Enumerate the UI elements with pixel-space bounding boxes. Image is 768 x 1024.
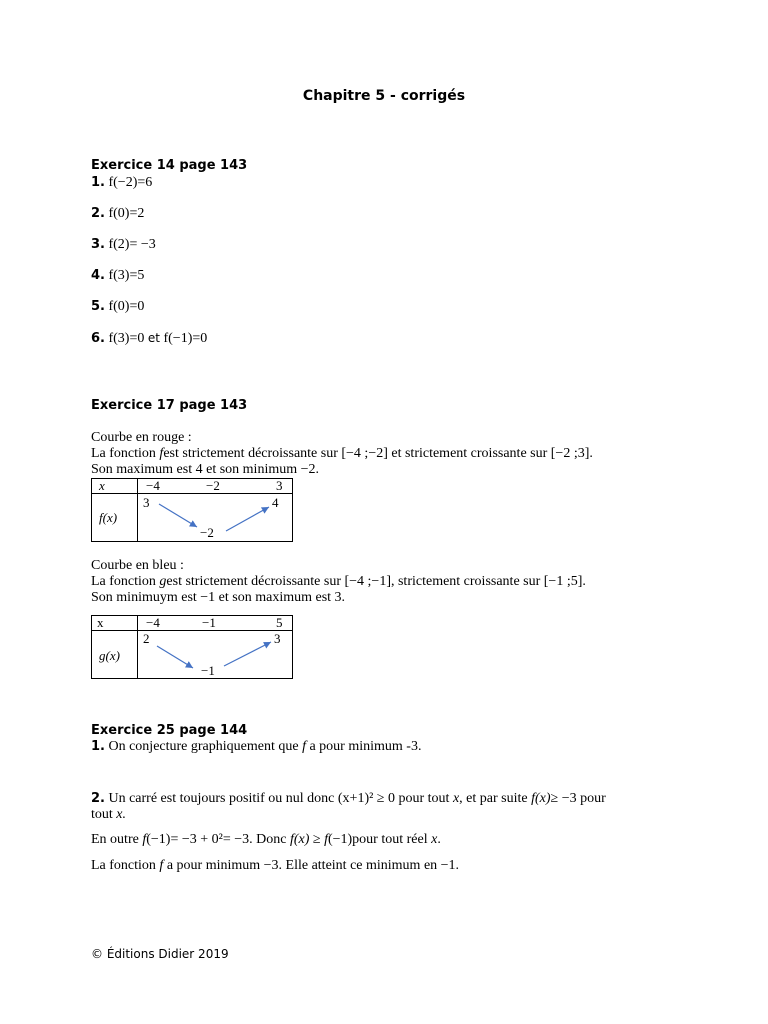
arrow-decreasing-icon <box>157 646 193 668</box>
footer-copyright: © Éditions Didier 2019 <box>91 947 229 961</box>
table-f-arrows <box>91 478 293 542</box>
ex25-item-1: 1. On conjecture graphiquement que f a pour minimum -3. <box>91 739 422 754</box>
ex14-item-3: 3. f(2)= −3 <box>91 237 156 252</box>
ex14-item-4: 4. f(3)=5 <box>91 268 145 283</box>
ex14-item-6: 6. f(3)=0 et f(−1)=0 <box>91 331 208 346</box>
table-f-x-3: 3 <box>276 478 283 493</box>
table-g-row-label: g(x) <box>99 648 120 663</box>
table-f-header-x: x <box>99 478 105 493</box>
blue-curve-line-1: La fonction gest strictement décroissante sur [−4 ;−1], strictement croissante sur [−1 ;5]. <box>91 574 586 589</box>
arrow-increasing-icon <box>226 507 269 531</box>
blue-curve-label: Courbe en bleu : <box>91 558 184 573</box>
ex14-item-2: 2. f(0)=2 <box>91 206 145 221</box>
table-f-top-right: 4 <box>272 495 279 510</box>
ex25-line-4: La fonction f a pour minimum −3. Elle atteint ce minimum en −1. <box>91 858 460 873</box>
exercise-14-heading: Exercice 14 page 143 <box>91 158 248 173</box>
page-title: Chapitre 5 - corrigés <box>302 88 466 104</box>
table-g-x-2: −1 <box>202 615 216 630</box>
table-f-row-label: f(x) <box>99 510 118 525</box>
table-f-x-2: −2 <box>206 478 220 493</box>
table-g-x-1: −4 <box>146 615 160 630</box>
exercise-17-heading: Exercice 17 page 143 <box>91 398 248 413</box>
table-f-top-left: 3 <box>143 495 150 510</box>
ex25-item-2-line-1: 2. Un carré est toujours positif ou nul donc (x+1)² ≥ 0 pour tout x, et par suite f(x)≥ −3 pour <box>91 791 606 806</box>
red-curve-label: Courbe en rouge : <box>91 430 192 445</box>
table-f-bottom-mid: −2 <box>200 525 214 540</box>
table-g-top-left: 2 <box>143 631 150 646</box>
table-g-x-3: 5 <box>276 615 283 630</box>
ex14-item-5: 5. f(0)=0 <box>91 299 145 314</box>
red-curve-line-1: La fonction fest strictement décroissante sur [−4 ;−2] et strictement croissante sur [−2 ;3]. <box>91 446 593 461</box>
ex14-item-1: 1. f(−2)=6 <box>91 175 153 190</box>
exercise-25-heading: Exercice 25 page 144 <box>91 723 248 738</box>
ex25-line-3: En outre f(−1)= −3 + 0²= −3. Donc f(x) ≥ f(−1)pour tout réel x. <box>91 832 441 847</box>
arrow-decreasing-icon <box>159 504 197 527</box>
blue-curve-line-2: Son minimuym est −1 et son maximum est 3. <box>91 590 346 605</box>
ex25-item-2-line-2: tout x. <box>91 807 126 822</box>
red-curve-line-2: Son maximum est 4 et son minimum −2. <box>91 462 320 477</box>
table-f-x-1: −4 <box>146 478 160 493</box>
variation-table-g <box>91 615 293 679</box>
table-g-bottom-mid: −1 <box>201 663 215 678</box>
table-g-header-x: x <box>97 615 104 630</box>
table-g-arrows <box>91 615 293 679</box>
arrow-increasing-icon <box>224 642 271 666</box>
variation-table-f <box>91 478 293 542</box>
table-g-top-right: 3 <box>274 631 281 646</box>
